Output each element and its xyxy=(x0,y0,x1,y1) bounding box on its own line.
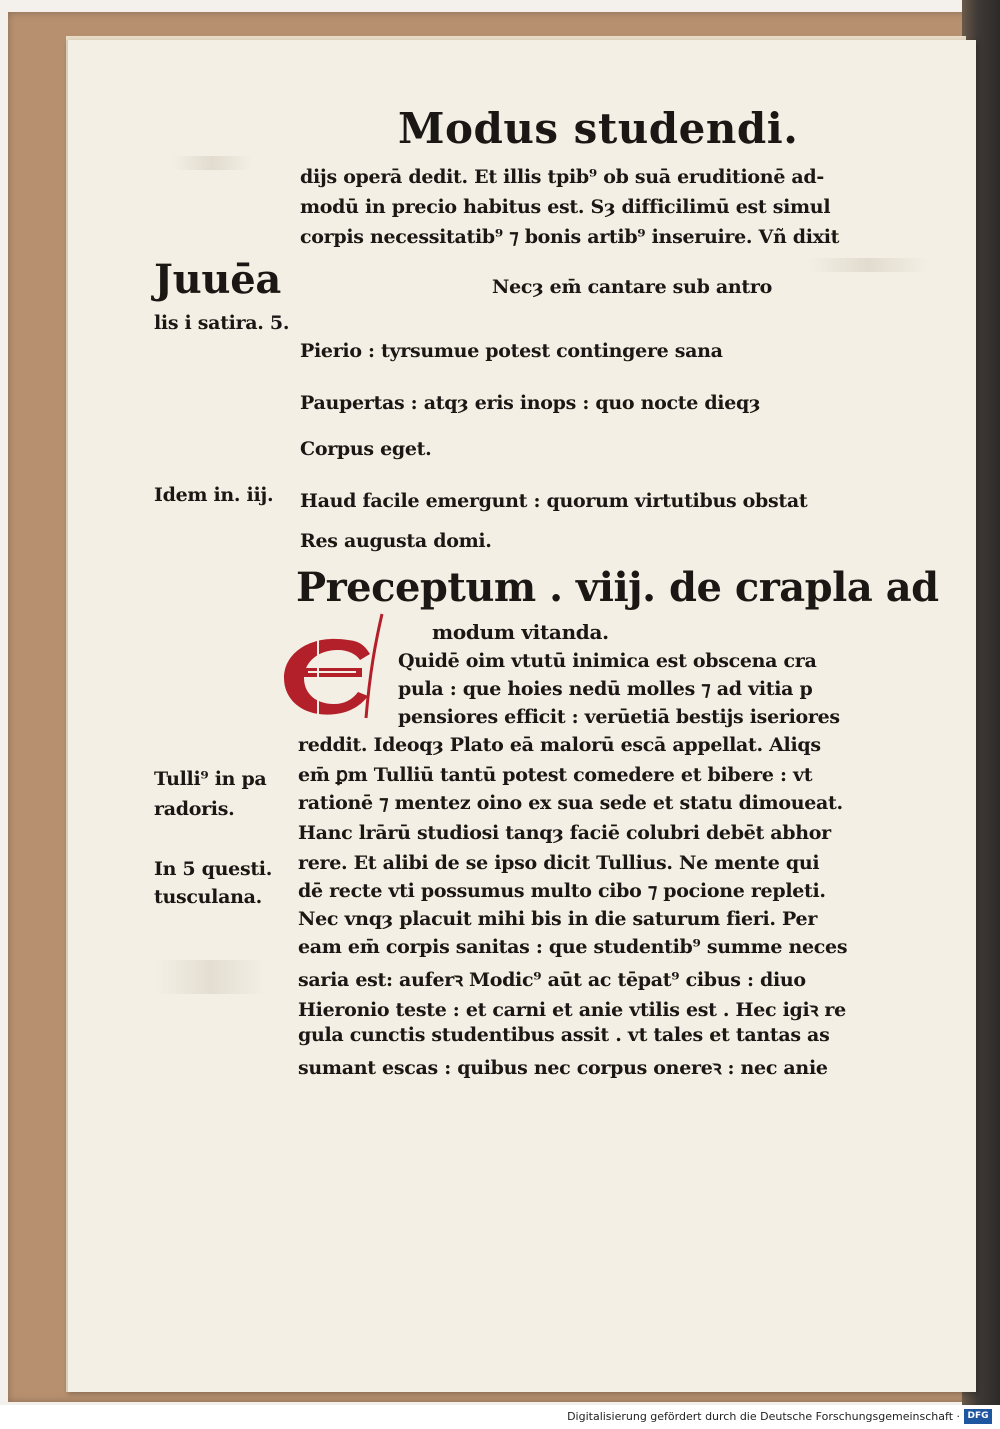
show-through-mark xyxy=(156,960,266,994)
margin-note-juvenal-satire: lis i satira. 5. xyxy=(154,312,290,334)
chapter-line: reddit. Ideoqȝ Plato eā malorū escā appellat. Aliqs xyxy=(298,734,821,756)
chapter-line: sumant escas : quibus nec corpus onereꝛ : nec anie xyxy=(298,1057,828,1079)
margin-note-juvenal: Juuēa xyxy=(154,256,281,303)
dfg-logo-icon: DFG xyxy=(964,1409,992,1424)
footer-credit: Digitalisierung gefördert durch die Deutsche Forschungsgemeinschaft · xyxy=(567,1410,960,1423)
chapter-line: dē recte vti possumus multo cibo ⁊ pocione repleti. xyxy=(298,880,826,902)
footer-bar xyxy=(0,1405,1000,1429)
chapter-line: pula : que hoies nedū molles ⁊ ad vitia p xyxy=(398,678,813,700)
verse-line: Pierio : tyrsumue potest contingere sana xyxy=(300,340,723,362)
margin-note-tusculan: tusculana. xyxy=(154,886,262,908)
chapter-line: gula cunctis studentibus assit . vt tales et tantas as xyxy=(298,1024,830,1046)
chapter-line: rationē ⁊ mentez oino ex sua sede et statu dimoueat. xyxy=(298,792,843,814)
verse-line: Necȝ em̄ cantare sub antro xyxy=(492,276,772,298)
body-line: modū in precio habitus est. Sȝ difficilimū est simul xyxy=(300,196,831,218)
chapter-line: em̄ ꝑm Tulliū tantū potest comedere et bibere : vt xyxy=(298,764,813,786)
chapter-line: Hieronio teste : et carni et anie vtilis est . Hec igiꝛ re xyxy=(298,999,846,1021)
running-title: Modus studendi. xyxy=(398,104,799,153)
chapter-heading-sub: modum vitanda. xyxy=(432,620,609,644)
show-through-mark xyxy=(172,156,252,170)
verse-line: Corpus eget. xyxy=(300,438,432,460)
margin-note-tullius: radoris. xyxy=(154,798,235,820)
margin-note-idem: Idem in. iij. xyxy=(154,484,274,506)
margin-note-tusculan: In 5 questi. xyxy=(154,858,273,880)
show-through-mark xyxy=(808,258,928,272)
chapter-line: Hanc lrārū studiosi tanqȝ faciē colubri debēt abhor xyxy=(298,822,831,844)
verse-line: Res augusta domi. xyxy=(300,530,492,552)
chapter-line: saria est: auferꝛ Modic⁹ aūt ac tēpat⁹ cibus : diuo xyxy=(298,969,806,991)
verse-line: Haud facile emergunt : quorum virtutibus obstat xyxy=(300,490,808,512)
rubricated-initial-letter xyxy=(278,610,388,722)
chapter-line: Quidē oim vtutū inimica est obscena cra xyxy=(398,650,817,672)
chapter-heading: Preceptum . viij. de crapla ad xyxy=(296,564,939,611)
chapter-line: rere. Et alibi de se ipso dicit Tullius. Ne mente qui xyxy=(298,852,820,874)
chapter-line: eam em̄ corpis sanitas : que studentib⁹ summe neces xyxy=(298,936,848,958)
chapter-line: Nec vnqȝ placuit mihi bis in die saturum fieri. Per xyxy=(298,908,818,930)
body-line: dijs operā dedit. Et illis tpib⁹ ob suā eruditionē ad- xyxy=(300,166,825,188)
margin-note-tullius: Tulli⁹ in pa xyxy=(154,768,267,790)
body-line: corpis necessitatib⁹ ⁊ bonis artib⁹ inseruire. Vñ dixit xyxy=(300,226,840,248)
chapter-line: pensiores efficit : verūetiā bestijs iseriores xyxy=(398,706,840,728)
verse-line: Paupertas : atqȝ eris inops : quo nocte dieqȝ xyxy=(300,392,761,414)
